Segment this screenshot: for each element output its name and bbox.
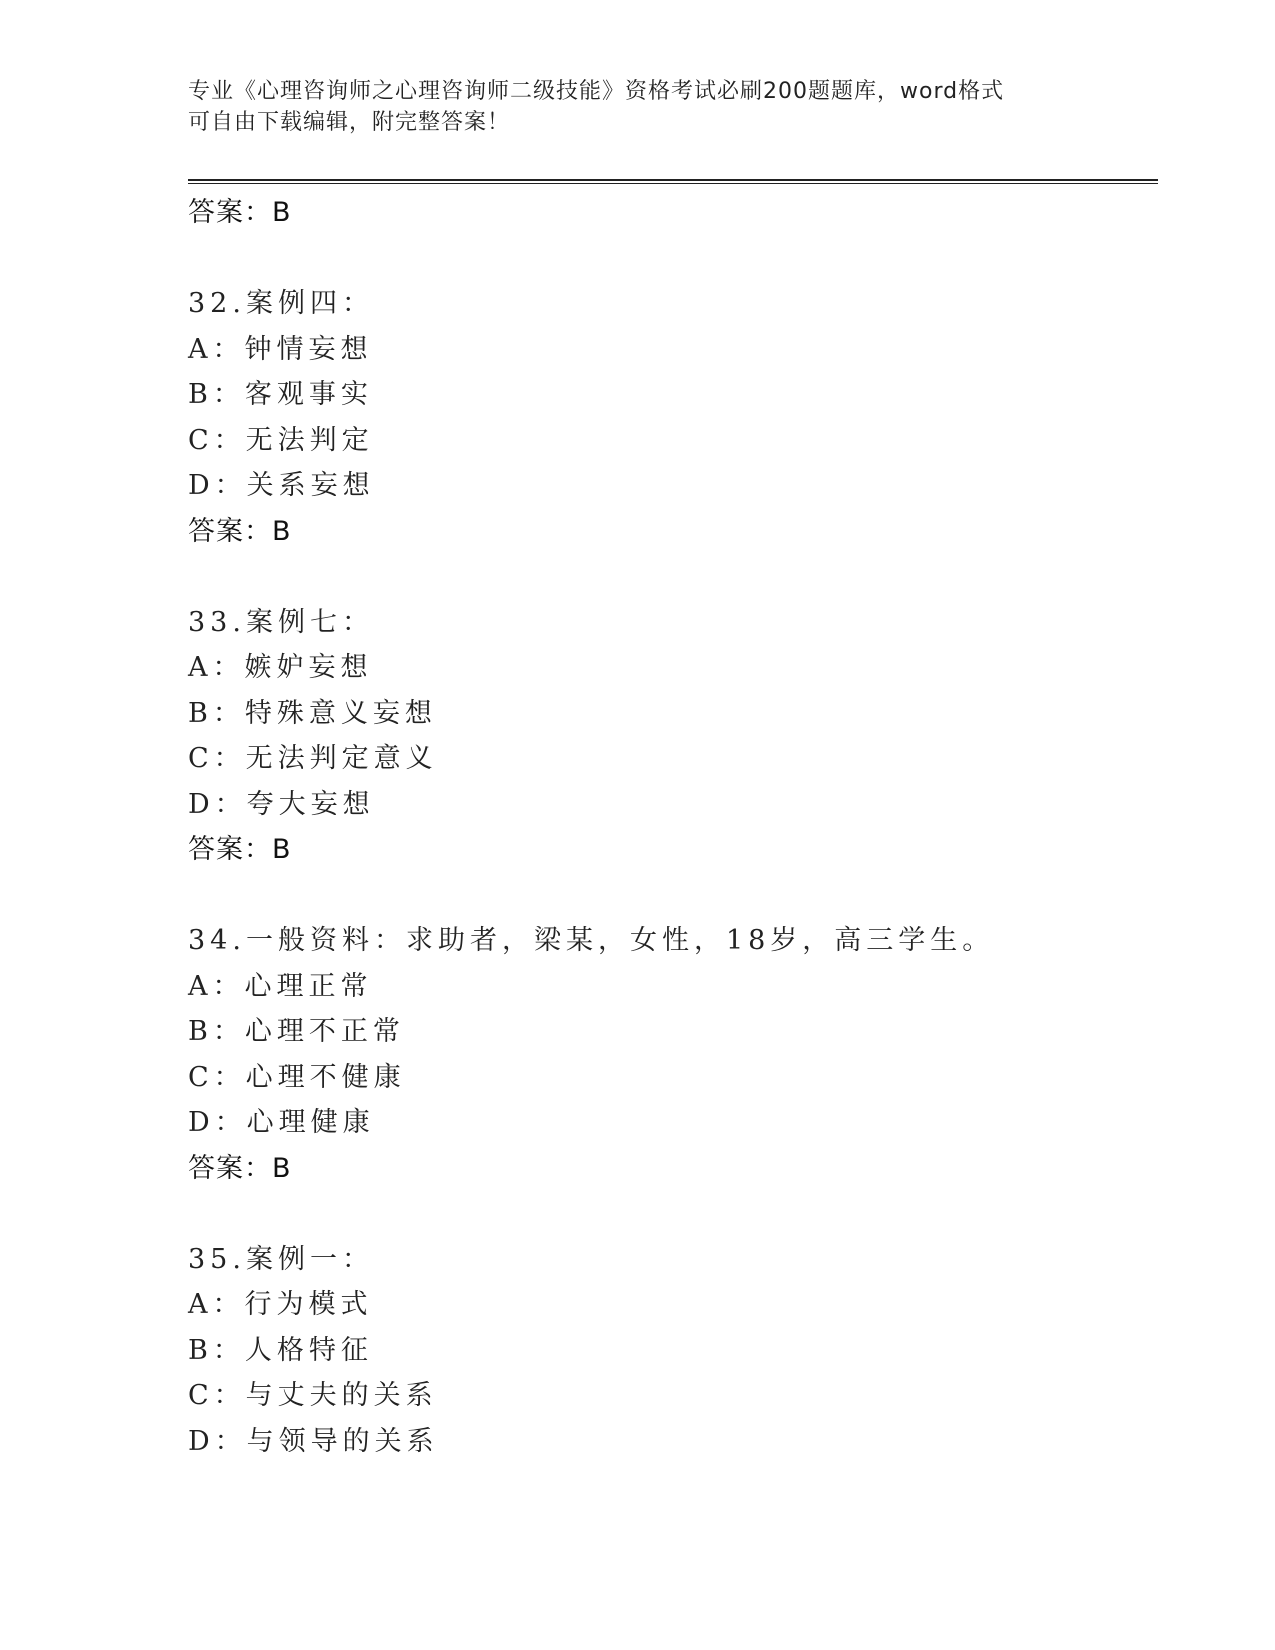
question-stem: 33.案例七： (188, 606, 374, 638)
option-b: B：客观事实 (188, 379, 373, 410)
question-stem: 35.案例一： (188, 1243, 374, 1275)
header-title-line-1: 专业《心理咨询师之心理咨询师二级技能》资格考试必刷200题题库，word格式 (188, 79, 1005, 104)
option-b: B：心理不正常 (188, 1016, 405, 1047)
question-35 (188, 1237, 1148, 1465)
option-a: A：嫉妒妄想 (188, 652, 373, 683)
option-c: C：心理不健康 (188, 1061, 406, 1093)
option-a: A：心理正常 (188, 970, 373, 1002)
header-title-line-2: 可自由下载编辑，附完整答案！ (188, 110, 511, 135)
option-a: A：行为模式 (188, 1289, 373, 1320)
document-header (188, 76, 1068, 138)
option-c: C：与丈夫的关系 (188, 1380, 438, 1411)
option-d: D：与领导的关系 (188, 1425, 439, 1457)
question-list (188, 190, 1148, 1464)
option-d: D：关系妄想 (188, 470, 375, 501)
question-stem: 34.一般资料：求助者，梁某，女性，18岁，高三学生。 (188, 925, 995, 956)
option-c: C：无法判定意义 (188, 743, 438, 774)
answer-line: 答案：B (188, 834, 292, 865)
option-d: D：心理健康 (188, 1107, 375, 1138)
question-34 (188, 918, 1148, 1192)
answer-line: 答案：B (188, 1152, 292, 1184)
option-c: C：无法判定 (188, 424, 374, 456)
option-b: B：人格特征 (188, 1334, 373, 1366)
option-a: A：钟情妄想 (188, 333, 373, 365)
option-b: B：特殊意义妄想 (188, 697, 437, 729)
answer-previous-question: 答案：B (188, 197, 292, 228)
question-32 (188, 281, 1148, 555)
option-d: D：夸大妄想 (188, 788, 375, 820)
question-stem: 32.案例四： (188, 288, 374, 319)
question-33 (188, 600, 1148, 874)
answer-line: 答案：B (188, 515, 292, 547)
header-divider (188, 179, 1158, 184)
